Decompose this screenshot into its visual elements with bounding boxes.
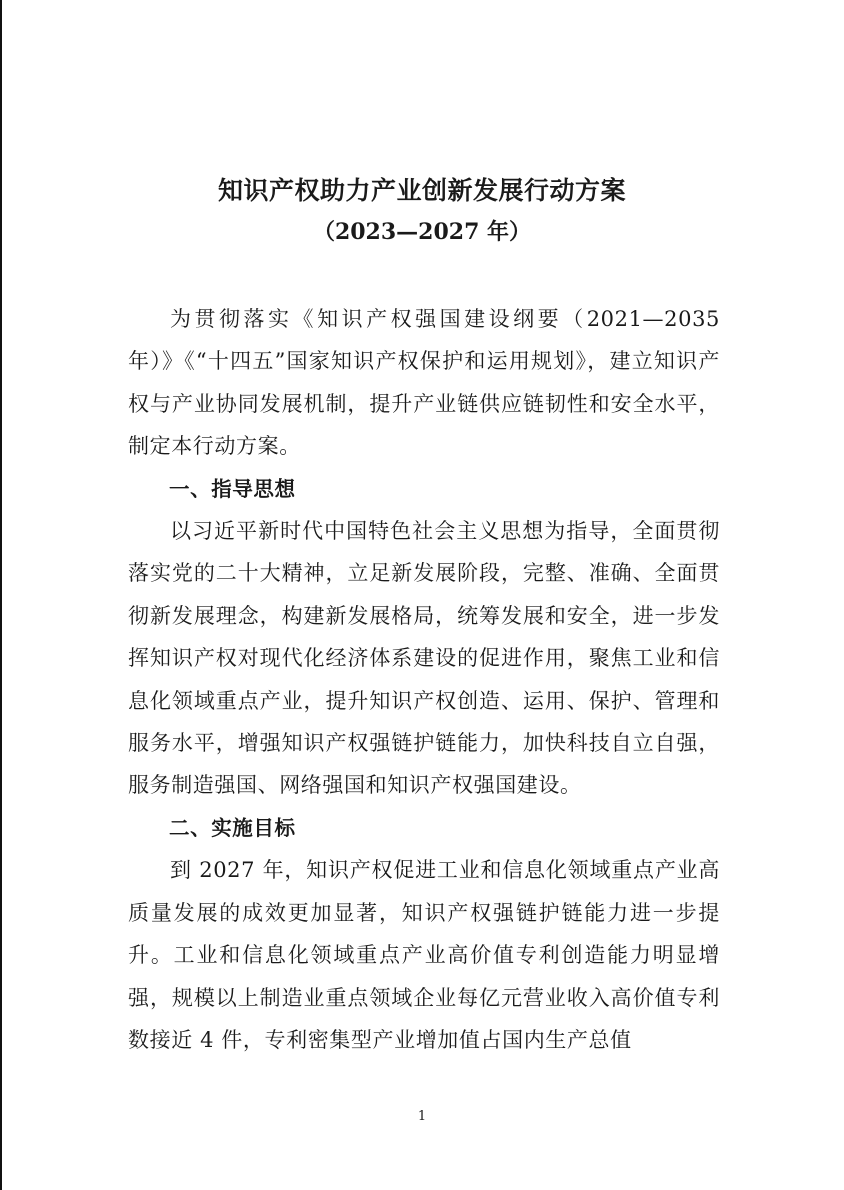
section-heading-implementation-goals: 二、实施目标	[169, 815, 296, 840]
page-number: 1	[417, 1109, 427, 1124]
document-title: 知识产权助力产业创新发展行动方案	[217, 176, 626, 205]
section-heading-guiding-ideology: 一、指导思想	[169, 476, 296, 501]
intro-paragraph: 为贯彻落实《知识产权强国建设纲要（2021—2035 年）》《“十四五”国家知识产权保护和运用规划》，建立知识产权与产业协同发展机制，提升产业链供应链韧性和安全水平，制定本行动方案。	[128, 307, 720, 459]
document-body	[128, 298, 720, 1061]
section-paragraph-guiding-ideology: 以习近平新时代中国特色社会主义思想为指导，全面贯彻落实党的二十大精神，立足新发展阶段，完整、准确、全面贯彻新发展理念，构建新发展格局，统筹发展和安全，进一步发挥知识产权对现代化经济体系建设的促进作用，聚焦工业和信息化领域重点产业，提升知识产权创造、运用、保护、管理和服务水平，增强知识产权强链护链能力，加快科技自立自强，服务制造强国、网络强国和知识产权强国建设。	[128, 519, 720, 798]
document-subtitle: （2023—2027 年）	[312, 219, 532, 245]
section-paragraph-implementation-goals: 到 2027 年，知识产权促进工业和信息化领域重点产业高质量发展的成效更加显著，知识产权强链护链能力进一步提升。工业和信息化领域重点产业高价值专利创造能力明显增强，规模以上制造业重点领域企业每亿元营业收入高价值专利数接近 4 件，专利密集型产业增加值占国内生产总值	[128, 858, 720, 1052]
